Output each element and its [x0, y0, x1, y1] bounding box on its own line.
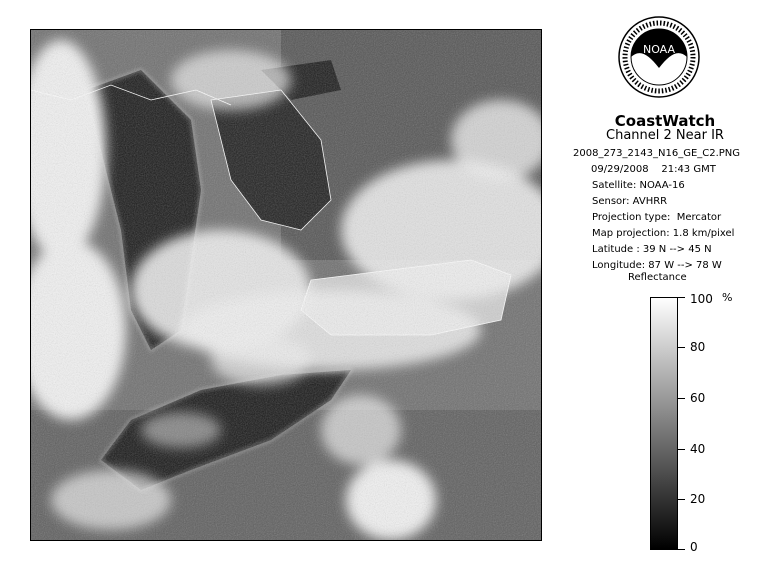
metadata-block: [565, 146, 775, 274]
sensor-label: Sensor: AVHRR: [592, 196, 668, 207]
tick-label: 40: [690, 442, 706, 456]
reflectance-colorbar: [650, 297, 678, 550]
projection-type-label: Projection type: Mercator: [592, 212, 722, 223]
satellite-image: [30, 29, 542, 541]
tick-label: 80: [690, 340, 706, 354]
page-title: CoastWatch: [614, 112, 716, 130]
tick-mark: [678, 499, 685, 500]
channel-label: Channel 2 Near IR: [606, 128, 724, 143]
noaa-logo-text: NOAA: [642, 43, 676, 56]
noaa-logo: [618, 16, 700, 98]
latitude-label: Latitude : 39 N --> 45 N: [592, 244, 712, 255]
tick-label: 60: [690, 391, 706, 405]
tick-label: 20: [690, 492, 706, 506]
satellite-label: Satellite: NOAA-16: [592, 180, 685, 191]
satellite-image-drawing: [31, 30, 542, 541]
tick-mark: [678, 347, 685, 348]
colorbar-ticks: [678, 292, 758, 554]
tick-mark: [678, 549, 685, 550]
tick-mark: [678, 297, 685, 298]
datetime-label: 09/29/2008 21:43 GMT: [591, 164, 716, 175]
filename-label: 2008_273_2143_N16_GE_C2.PNG: [573, 148, 741, 159]
tick-mark: [678, 398, 685, 399]
colorbar-title: Reflectance: [628, 272, 687, 283]
colorbar-unit: %: [722, 291, 733, 304]
tick-label: 0: [690, 540, 698, 554]
longitude-label: Longitude: 87 W --> 78 W: [592, 260, 722, 271]
tick-mark: [678, 449, 685, 450]
map-projection-label: Map projection: 1.8 km/pixel: [592, 228, 735, 239]
tick-label: 100: [690, 292, 713, 306]
noaa-logo-drawing: [618, 16, 700, 98]
